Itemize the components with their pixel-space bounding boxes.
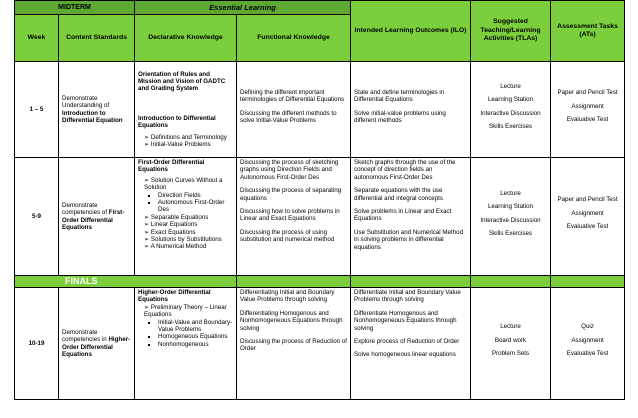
list-item: ▪ Initial-Value and Boundary-Value Problems <box>158 319 233 334</box>
week-cell: 5-9 <box>15 158 59 276</box>
ilo-item: Separate equations with the use differential and integral concepts <box>354 187 443 202</box>
content-standard-topic: First-Order Differential Equations <box>62 209 125 231</box>
declarative-title: Orientation of Rules and Mission and Vision of GADTC and Grading System <box>138 70 226 93</box>
functional-cell <box>237 288 351 400</box>
ats-cell <box>551 288 625 400</box>
week-header: Week <box>15 15 59 62</box>
ilo-item: Solve homogeneous linear equations <box>354 351 456 359</box>
ilo-item: Differentiate Initial and Boundary Value Problems through solving <box>354 289 461 304</box>
list-item: ➢ Linear Equations <box>144 221 233 228</box>
list-item: ▪ Autonomous First-Order Des <box>158 199 233 214</box>
ilo-cell <box>351 288 471 400</box>
ilo-cell <box>351 158 471 276</box>
ilo-header: Intended Learning Outcomes (ILO) <box>351 1 471 62</box>
functional-item: Discussing the process of Reduction of Order <box>240 338 347 353</box>
ilo-item: Solve initial-value problems using different methods <box>354 109 446 124</box>
at-item: Quiz <box>581 323 594 331</box>
tla-item: Problem Sets <box>491 350 530 358</box>
functional-item: Discussing the process of separating equations <box>240 187 342 202</box>
ats-cell <box>551 158 625 276</box>
at-item: Paper and Pencil Test <box>557 89 618 97</box>
functional-cell <box>237 62 351 158</box>
tla-item: Lecture <box>500 189 521 197</box>
functional-item: Defining the different important terminologies of Differential Equations <box>240 88 345 104</box>
at-item: Assignment <box>571 336 604 344</box>
tlas-cell <box>471 62 551 158</box>
declarative-cell <box>135 288 237 400</box>
at-item: Evaluative Test <box>566 116 609 124</box>
content-standard-topic: Introduction to Differential Equation <box>62 109 123 124</box>
finals-label: FINALS <box>15 276 237 288</box>
at-item: Assignment <box>571 209 604 217</box>
tla-item: Learning Station <box>487 96 534 104</box>
at-item: Assignment <box>571 102 604 110</box>
list-item: ➢ Solutions by Substitutions <box>144 236 233 243</box>
functional-item: Differentiating Homogenous and Nonhomogeneous Equations through solving <box>240 309 343 332</box>
essential-learning-header: Essential Learning <box>135 1 351 15</box>
at-item: Paper and Pencil Test <box>557 196 618 204</box>
tlas-header: Suggested Teaching/Learning Activities (TLAs) <box>471 1 551 62</box>
ilo-item: Explore process of Reduction of Order <box>354 338 460 346</box>
table-row <box>15 62 625 158</box>
list-item: ▪ Nonhomogeneous <box>158 341 233 348</box>
declarative-cell <box>135 62 237 158</box>
list-item: ▪ Direction Fields <box>158 192 233 199</box>
content-standard-cell <box>59 62 135 158</box>
ilo-item: Differentiate Homogenous and Nonhomogeneous Equations through solving <box>354 309 457 332</box>
declarative-cell <box>135 158 237 276</box>
tla-item: Interactive Discussion <box>480 216 541 224</box>
week-cell: 1 – 5 <box>15 62 59 158</box>
functional-item: Discussing the process of sketching graphs using Direction Fields and Autonomous First-Order Des <box>240 159 339 181</box>
tla-item: Lecture <box>500 323 521 331</box>
ats-cell <box>551 62 625 158</box>
list-item: ➢ Definitions and Terminology <box>144 134 233 141</box>
tla-item: Lecture <box>500 82 521 90</box>
ilo-item: Use Substitution and Numerical Method in solving problems in differential equations <box>354 228 464 251</box>
functional-cell <box>237 158 351 276</box>
functional-header: Functional Knowledge <box>237 15 351 62</box>
finals-row <box>15 276 625 288</box>
list-item: ➢ Solution Curves Without a Solution <box>144 177 233 192</box>
ilo-item: Solve problems in Linear and Exact Equations <box>354 208 452 223</box>
tlas-cell <box>471 288 551 400</box>
content-standard-lead: Demonstrate Understanding of <box>62 94 110 110</box>
tla-item: Skills Exercises <box>489 122 532 130</box>
content-standards-header: Content Standards <box>59 15 135 62</box>
content-standard-cell <box>59 158 135 276</box>
syllabus-table <box>14 0 625 400</box>
content-standard-lead: Demonstrate competencies in <box>62 328 107 344</box>
content-standard-cell <box>59 288 135 400</box>
list-item: ➢ Separable Equations <box>144 214 233 221</box>
tla-item: Board work <box>494 336 527 344</box>
tla-item: Skills Exercises <box>489 229 532 237</box>
functional-item: Discussing how to solve problems in Linear and Exact Equations <box>240 208 340 223</box>
declarative-title: Higher-Order Differential Equations <box>138 289 211 304</box>
ilo-item: Sketch graphs through the use of the concept of direction fields an autonomous First-Order Des <box>354 159 456 181</box>
declarative-subtitle: Introduction to Differential Equations <box>138 114 216 130</box>
list-item: ➢ Preliminary Theory – Linear Equations <box>144 304 233 319</box>
ilo-item: State and define terminologies in Differential Equations <box>354 88 445 104</box>
list-item: ➢ Exact Equations <box>144 229 233 236</box>
tla-item: Interactive Discussion <box>480 109 541 117</box>
at-item: Evaluative Test <box>566 350 609 358</box>
table-row <box>15 158 625 276</box>
list-item: ➢ A Numerical Method <box>144 243 233 250</box>
ats-header: Assessment Tasks (ATs) <box>551 1 625 62</box>
declarative-title: First-Order Differential Equations <box>138 159 205 174</box>
declarative-header: Declarative Knowledge <box>135 15 237 62</box>
functional-item: Discussing the process of using substitution and numerical method <box>240 228 335 244</box>
list-item: ➢ Initial-Value Problems <box>144 141 233 148</box>
midterm-header: MIDTERM <box>15 1 135 15</box>
table-row <box>15 288 625 400</box>
functional-item: Discussing the different methods to solve Initial-Value Problems <box>240 109 337 124</box>
functional-item: Differentiating Initial and Boundary Value Problems through solving <box>240 289 335 304</box>
content-standard-topic: Higher-Order Differential Equations <box>62 336 131 358</box>
tlas-cell <box>471 158 551 276</box>
list-item: ▪ Homogeneous Equations <box>158 333 233 340</box>
ilo-cell <box>351 62 471 158</box>
week-cell: 10-19 <box>15 288 59 400</box>
tla-item: Learning Station <box>487 203 534 211</box>
at-item: Evaluative Test <box>566 223 609 231</box>
content-standard-lead: Demonstrate competencies of <box>62 201 108 217</box>
